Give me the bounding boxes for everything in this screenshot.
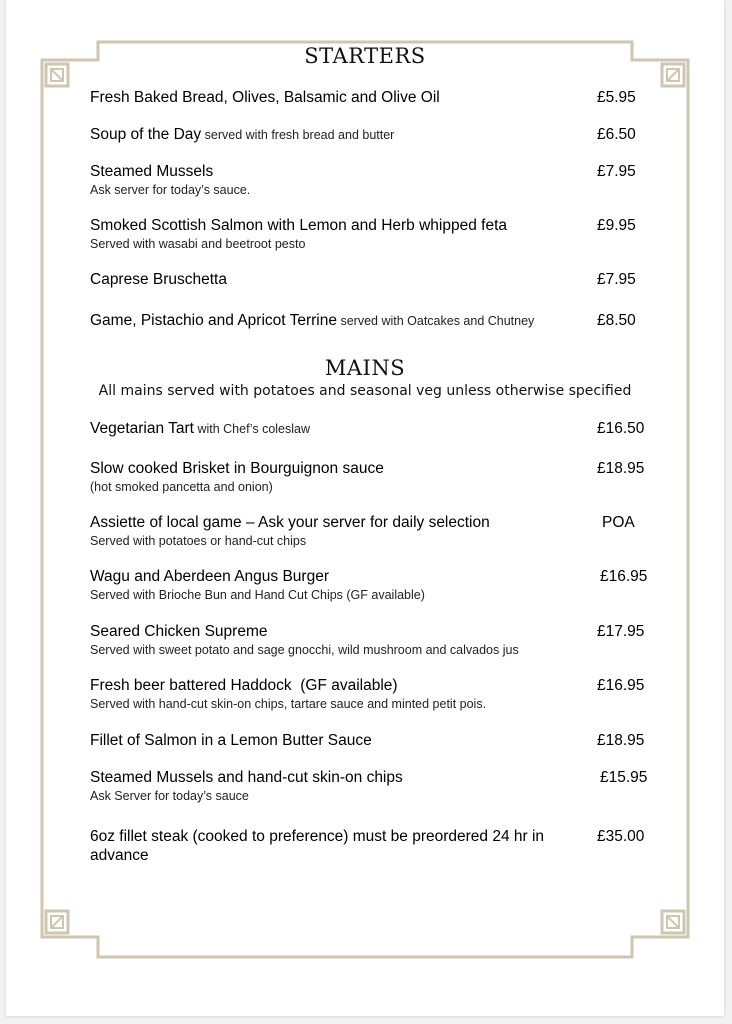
item-description: Served with wasabi and beetroot pesto (90, 237, 306, 251)
menu-item (90, 768, 650, 804)
menu-item (90, 622, 650, 658)
menu-item (90, 731, 650, 750)
item-name: Wagu and Aberdeen Angus Burger (90, 568, 329, 585)
item-name: Soup of the Day (90, 126, 202, 143)
item-name: Fresh beer battered Haddock (GF available) (90, 677, 398, 694)
menu-item (90, 270, 650, 289)
item-name: Fresh Baked Bread, Olives, Balsamic and Olive Oil (90, 89, 440, 106)
menu-item (90, 459, 650, 495)
item-name: Caprese Bruschetta (90, 271, 227, 288)
item-description: Served with Brioche Bun and Hand Cut Chips (GF available) (90, 588, 425, 602)
item-price: £7.95 (597, 163, 636, 180)
item-price: £5.95 (597, 89, 636, 106)
item-description: Ask server for today’s sauce. (90, 183, 251, 197)
item-inline-description: with Chef’s coleslaw (193, 422, 310, 436)
item-price: £16.95 (597, 677, 645, 694)
item-name: 6oz fillet steak (cooked to preference) must be preordered 24 hr in advance (90, 828, 545, 864)
item-name: Vegetarian Tart (90, 420, 194, 437)
item-name: Smoked Scottish Salmon with Lemon and Herb whipped feta (90, 217, 508, 234)
item-name: Steamed Mussels and hand-cut skin-on chips (90, 769, 403, 786)
menu-item (90, 216, 650, 252)
item-name: Seared Chicken Supreme (90, 623, 268, 640)
mains-heading: MAINS (324, 356, 406, 380)
menu-item (90, 311, 650, 330)
menu-item (90, 567, 650, 603)
mains-subtitle: All mains served with potatoes and seasonal veg unless otherwise specified (98, 383, 632, 399)
item-price: £8.50 (597, 312, 636, 329)
item-name: Game, Pistachio and Apricot Terrine (90, 312, 337, 329)
menu-item (90, 125, 650, 144)
item-price: £17.95 (597, 623, 645, 640)
item-description: Served with sweet potato and sage gnocchi, wild mushroom and calvados jus (90, 643, 519, 657)
item-description: (hot smoked pancetta and onion) (90, 480, 273, 494)
item-price: £15.95 (600, 769, 648, 786)
item-name: Slow cooked Brisket in Bourguignon sauce (90, 460, 384, 477)
item-description: Served with potatoes or hand-cut chips (90, 534, 307, 548)
menu-item (90, 827, 650, 865)
item-name: Fillet of Salmon in a Lemon Butter Sauce (90, 732, 372, 749)
item-price: £9.95 (597, 217, 636, 234)
menu-item (90, 676, 650, 712)
menu-item (90, 419, 650, 438)
menu-item (90, 88, 650, 107)
item-name: Assiette of local game – Ask your server for daily selection (90, 514, 490, 531)
starters-heading: STARTERS (304, 44, 426, 68)
item-price: £6.50 (597, 126, 636, 143)
item-price: £18.95 (597, 732, 645, 749)
menu-item (90, 162, 650, 198)
item-price: £7.95 (597, 271, 636, 288)
item-description: Served with hand-cut skin-on chips, tartare sauce and minted petit pois. (90, 697, 487, 711)
menu-item (90, 513, 650, 549)
item-price: £16.95 (600, 568, 648, 585)
item-price: £18.95 (597, 460, 645, 477)
item-name: Steamed Mussels (90, 163, 214, 180)
menu-page (6, 0, 724, 1016)
item-price: £16.50 (597, 420, 645, 437)
item-price: POA (602, 514, 635, 531)
item-price: £35.00 (597, 828, 645, 845)
item-inline-description: served with fresh bread and butter (201, 128, 395, 142)
item-description: Ask Server for today’s sauce (90, 789, 249, 803)
item-inline-description: served with Oatcakes and Chutney (336, 314, 535, 328)
